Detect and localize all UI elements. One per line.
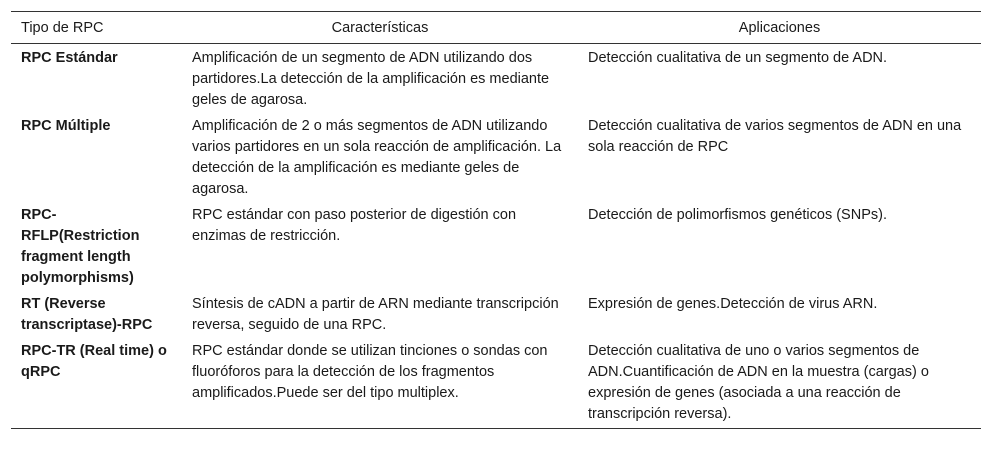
cell-applications: Expresión de genes.Detección de virus ARN. [588,296,878,312]
cell-type: RT (Reverse transcriptase)-RPC [21,296,153,333]
table-row [11,114,981,203]
table-row [11,292,981,339]
table-row [11,339,981,429]
cell-applications: Detección cualitativa de un segmento de ADN. [588,50,888,66]
header-characteristics: Características [331,20,429,36]
header-applications: Aplicaciones [738,20,821,36]
cell-applications: Detección cualitativa de uno o varios segmentos de ADN.Cuantificación de ADN en la muestra (cargas) o expresión de genes (asociada a una reacción de transcripción reversa). [588,343,929,422]
cell-applications: Detección de polimorfismos genéticos (SNPs). [588,207,887,223]
cell-characteristics: Amplificación de 2 o más segmentos de ADN utilizando varios partidores en un sola reacción de amplificación. La detección de la amplificación es mediante geles de agarosa. [192,118,562,197]
cell-type: RPC Múltiple [21,118,111,134]
header-type: Tipo de RPC [21,20,104,36]
cell-characteristics: RPC estándar donde se utilizan tinciones o sondas con fluoróforos para la detección de los fragmentos amplificados.Puede ser del tipo multiplex. [192,343,548,401]
table-body [11,44,981,429]
table-header [11,12,981,44]
header-row [11,12,981,44]
cell-characteristics: Síntesis de cADN a partir de ARN mediante transcripción reversa, seguido de una RPC. [192,296,559,333]
cell-type: RPC-RFLP(Restriction fragment length polymorphisms) [21,207,140,286]
table-row [11,203,981,292]
cell-type: RPC Estándar [21,50,118,66]
cell-applications: Detección cualitativa de varios segmentos de ADN en una sola reacción de RPC [588,118,962,155]
table-row [11,44,981,115]
rpc-table-container [11,11,981,429]
cell-characteristics: RPC estándar con paso posterior de digestión con enzimas de restricción. [192,207,517,244]
cell-characteristics: Amplificación de un segmento de ADN utilizando dos partidores.La detección de la amplificación es mediante geles de agarosa. [192,50,550,108]
rpc-types-table [11,11,981,429]
cell-type: RPC-TR (Real time) o qRPC [21,343,167,380]
